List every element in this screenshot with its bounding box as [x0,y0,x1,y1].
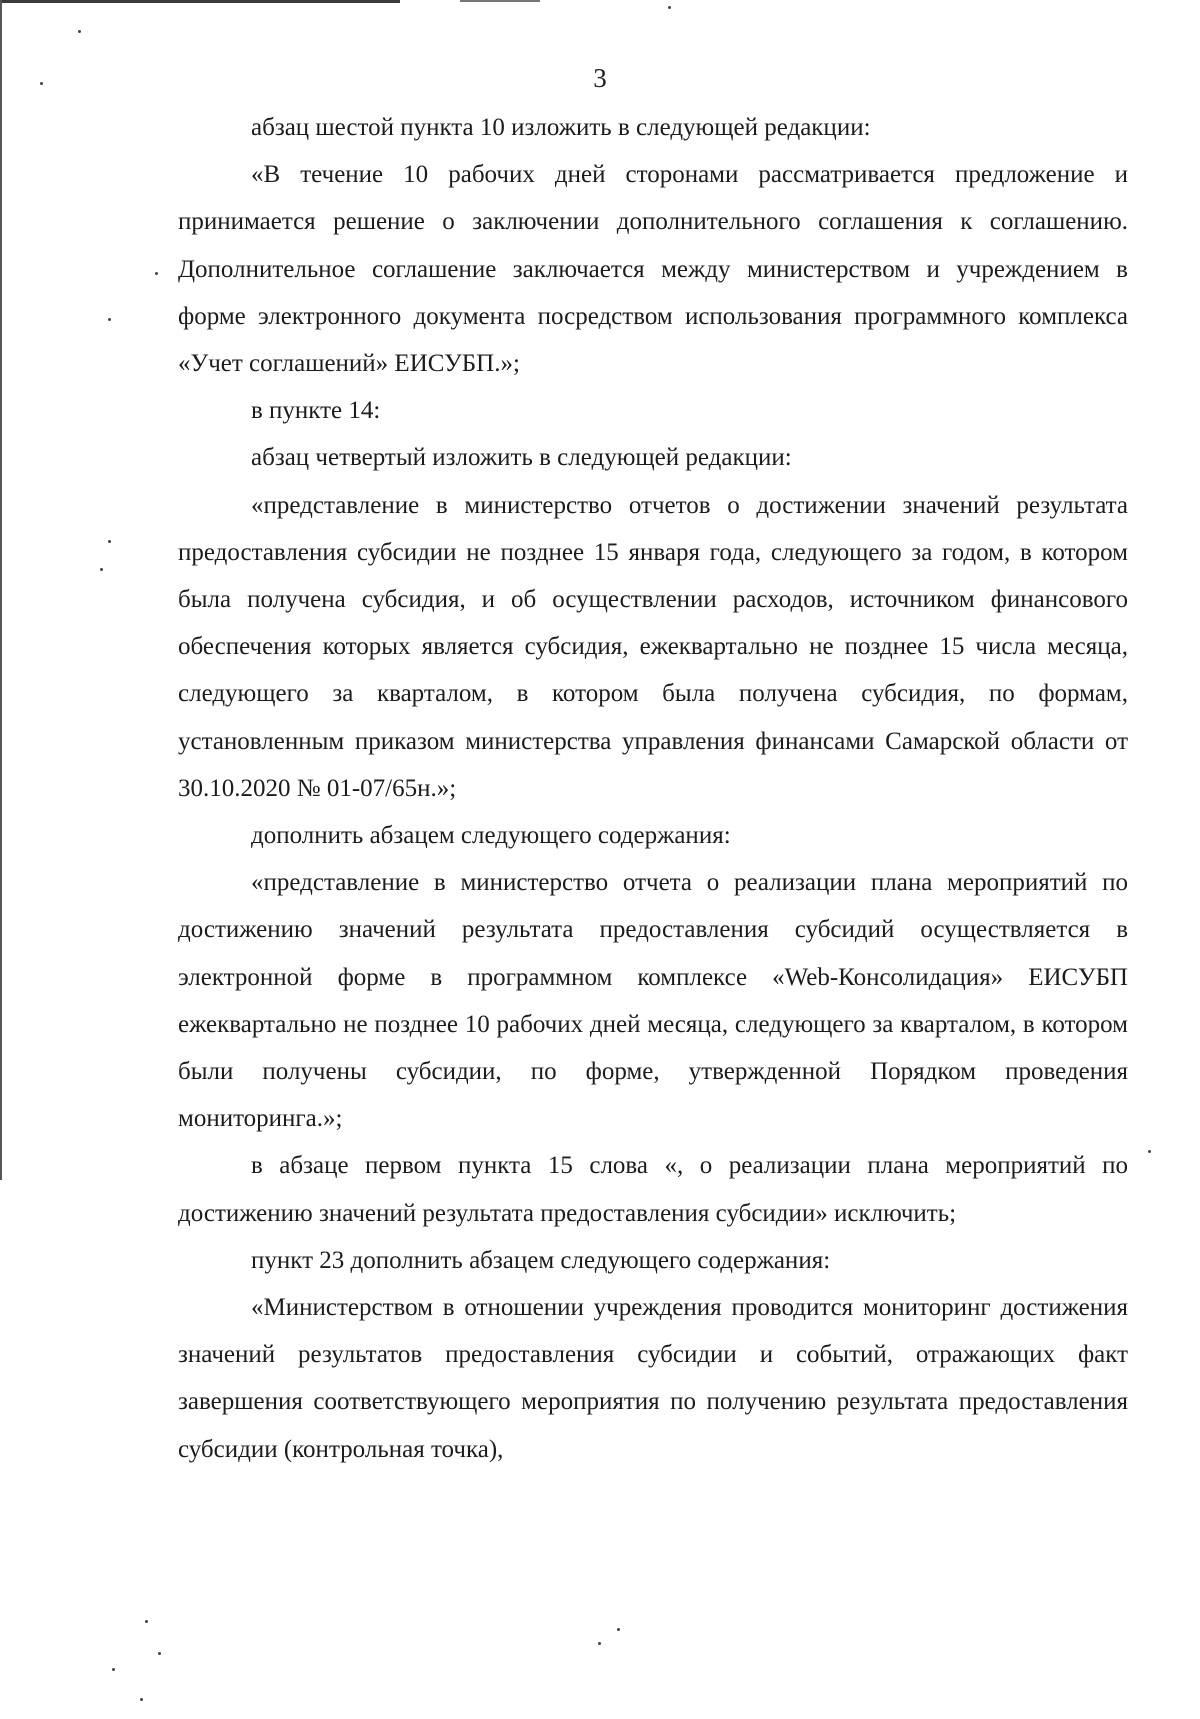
scan-speck [108,318,111,321]
scan-speck [100,568,103,571]
scan-speck [158,1652,161,1655]
scan-speck [140,1698,143,1701]
paragraph: «представление в министерство отчета о реализации плана мероприятий по достижению значений результата предоставления субсидий осуществляется в электронной форме в программном комплексе «Web-Консолидация» ЕИСУБП ежеквартально не позднее 10 рабочих дней месяца, следующего за кварталом, в котором были получены субсидии, по форме, утвержденной Порядком проведения мониторинга.»; [178,869,1128,1133]
paragraph: в абзаце первом пункта 15 слова «, о реализации плана мероприятий по достижению значений результата предоставления субсидии» исключить; [178,1152,1128,1227]
scan-edge-line [460,0,540,2]
scan-speck [668,6,671,9]
paragraph: абзац четвертый изложить в следующей редакции: [251,444,792,472]
scan-speck [108,540,111,543]
scan-speck [617,1628,620,1631]
paragraph: «представление в министерство отчетов о достижении значений результата предоставления субсидии не позднее 15 января года, следующего за годом, в котором была получена субсидия, и об осуществлении расходов, источником финансового обеспечения которых является субсидия, ежеквартально не позднее 15 числа месяца, следующего за кварталом, в котором была получена субсидия, по формам, установленным приказом министерства управления финансами Самарской области от 30.10.2020 № 01-07/65н.»; [178,491,1128,802]
document-body [178,104,1128,1473]
paragraph: дополнить абзацем следующего содержания: [251,822,731,850]
paragraph: абзац шестой пункта 10 изложить в следующей редакции: [251,114,871,141]
scan-speck [1148,1150,1151,1153]
scan-speck [145,1620,148,1623]
paragraph: в пункте 14: [251,397,381,425]
scan-speck [155,272,158,275]
scan-speck [78,30,81,33]
paragraph: пункт 23 дополнить абзацем следующего содержания: [251,1246,831,1274]
paragraph: «В течение 10 рабочих дней сторонами рассматривается предложение и принимается решение о заключении дополнительного соглашения к соглашению. Дополнительное соглашение заключается между министерством и учреждением в форме электронного документа посредством использования программного комплекса «Учет соглашений» ЕИСУБП.»; [178,161,1128,378]
scan-speck [40,82,43,85]
scan-speck [598,1642,601,1645]
scan-edge-line [0,0,400,3]
scan-edge-line [0,0,2,1180]
paragraph: «Министерством в отношении учреждения проводится мониторинг достижения значений результатов предоставления субсидии и событий, отражающих факт завершения соответствующего мероприятия по получению результата предоставления субсидии (контрольная точка), [178,1294,1128,1463]
scan-speck [112,1668,115,1671]
page-number: 3 [593,63,607,93]
